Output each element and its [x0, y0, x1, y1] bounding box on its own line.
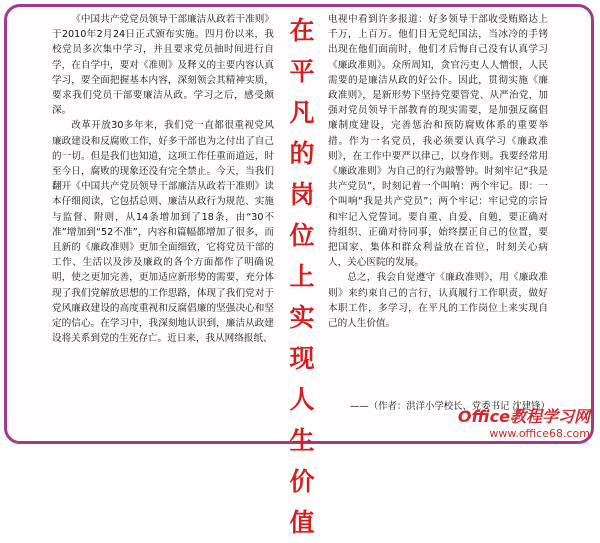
title-char: 岗 — [289, 180, 315, 209]
vertical-title — [282, 10, 322, 537]
title-char: 位 — [289, 221, 315, 250]
right-text-column — [328, 12, 548, 331]
author-credit: ——（作者：洪洋小学校长、党委书记 沈建锋） — [350, 401, 550, 412]
title-char: 的 — [289, 139, 315, 168]
title-char: 在 — [289, 16, 315, 45]
title-char: 现 — [289, 344, 315, 373]
title-char: 实 — [289, 303, 315, 332]
watermark-brand: Office教程学习网 — [457, 407, 590, 426]
title-char: 值 — [289, 508, 315, 537]
title-char: 凡 — [289, 98, 315, 127]
site-watermark — [458, 404, 590, 440]
paragraph: 《中国共产党党员领导干部廉洁从政若干准则》于2010年2月24日正式颁布实施。四月份以来，我校党员多次集中学习，并且要求党员抽时间进行自学，在自学中，要对《准则》及释义的主要内容认真学习，要全面把握基本内容，深刻领会其精神实质，要求我们党员干部要廉洁从政。学习之后，感受颇深。 — [52, 14, 274, 117]
paragraph: 改革开放30多年来，我们党一直都很重视党风廉政建设和反腐败工作，好多干部也为之付出了自己的一切。但是我们也知道，这项工作任重而道远，时至今日，腐败的现象还没有完全禁止。今天，当我们翻开《中国共产党员领导干部廉洁从政若干准则》读本仔细阅读，它包括总则、廉洁从政行为规范、实施与监督、附则，从14条增加到了18条，由“30不准”增加到“52不准”，内容和篇幅都增加了很多，而且新的《廉政准则》更加全面细致，它将党员干部的工作、生活以及涉及廉政的各个方面都作了明确说明，使之更加完善，更加适应新形势的需要，充分体现了我们党解放思想的工作思路，体现了我们党对于党风廉政建设的高度重视和反腐倡廉的坚强决心和坚定的信心。在学习中，我深刻地认识到，廉洁从政建设将关系到党的生死存亡。近日来，我从网络报纸、 — [52, 120, 274, 345]
paragraph: 总之，我会自觉遵守《廉政准则》，用《廉政准则》来约束自己的言行，认真履行工作职责，做好本职工作，多学习，在平凡的工作岗位上来实现自己的人生价值。 — [328, 272, 548, 330]
title-char: 人 — [289, 385, 315, 414]
title-char: 平 — [289, 57, 315, 86]
title-char: 上 — [289, 262, 315, 291]
left-text-column — [52, 12, 274, 346]
title-char: 生 — [289, 426, 315, 455]
paragraph: 电视中看到许多报道：好多领导干部收受贿赂达上千万，上百万。他们目无党纪国法，当冰冷的手铐出现在他们面前时，他们才后悔自己没有认真学习《廉政准则》。众所周知，贪官污吏人人憎恨，人民需要的是廉洁从政的好公仆。因此，贯彻实施《廉政准则》，是新形势下坚持党要管党、从严治党，加强对党员领导干部教育的现实需要，是加强反腐倡廉制度建设，完善惩治和预防腐败体系的重要举措。作为一名党员，我必须要认真学习《廉政准则》，在工作中要严以律己，以身作则。我要经常用《廉政准则》为自己的行为敲警钟。时刻牢记“我是共产党员”，时刻记着一个叫响：两个牢记。即：一个叫响“我是共产党员”；两个牢记：牢记党的宗旨和牢记入党誓词。要自重、自爱、自勉，要正确对待组织、正确对待同事，始终摆正自己的位置，要把国家、集体和群众利益放在首位，时刻关心病人，关心医院的发展。 — [328, 14, 548, 269]
title-char: 价 — [289, 467, 315, 496]
watermark-url: www.office68.com — [489, 427, 590, 440]
